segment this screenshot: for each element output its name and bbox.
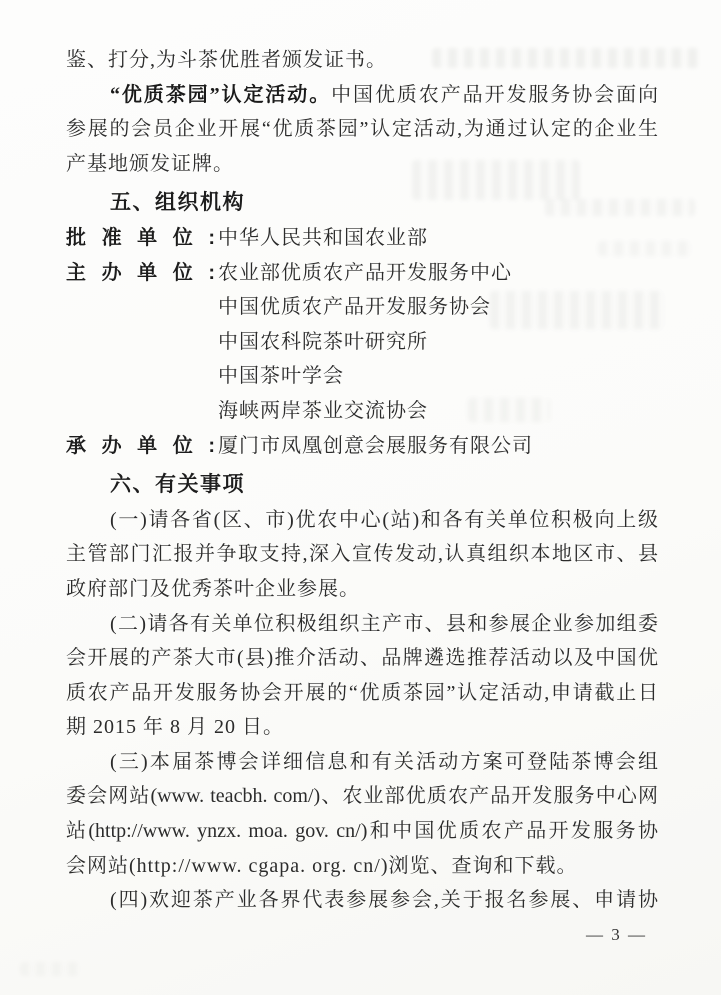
section-heading-organization: 五、组织机构 [110, 191, 245, 215]
organizer-label: 承办单位: [66, 434, 216, 457]
page-number: — 3 — [586, 925, 647, 944]
body-line: (一)请各省(区、市)优农中心(站)和各有关单位积极向上级 [110, 508, 658, 531]
host-value-line: 中国优质农产品开发服务协会 [218, 296, 491, 319]
bleed-through-artifact [20, 962, 80, 976]
body-line: 参展的会员企业开展“优质茶园”认定活动,为通过认定的企业生 [66, 118, 658, 141]
organizer-value: 厦门市凤凰创意会展服务有限公司 [218, 434, 533, 457]
website-line: 委会网站(www. teacbh. com/)、农业部优质农产品开发服务中心网 [66, 785, 658, 808]
body-line [66, 78, 658, 113]
deadline-line: 期 2015 年 8 月 20 日。 [66, 716, 284, 739]
body-line: 产基地颁发证牌。 [66, 152, 234, 175]
host-value-line: 中国农科院茶叶研究所 [218, 330, 428, 353]
approver-label: 批准单位: [66, 226, 216, 249]
body-text: 中国优质农产品开发服务协会面向 [331, 83, 659, 106]
host-value-line: 中国茶叶学会 [218, 365, 344, 388]
section-heading-matters: 六、有关事项 [110, 473, 245, 497]
host-line [66, 256, 658, 291]
body-line: 鉴、打分,为斗茶优胜者颁发证书。 [66, 49, 387, 71]
activity-title-bold: “优质茶园”认定活动。 [110, 83, 332, 106]
body-line: 政府部门及优秀茶叶企业参展。 [66, 577, 360, 600]
approver-line [66, 221, 658, 256]
host-value: 农业部优质农产品开发服务中心 [218, 261, 512, 284]
body-line: (三)本届茶博会详细信息和有关活动方案可登陆茶博会组 [110, 750, 658, 773]
host-value-line: 海峡两岸茶业交流协会 [218, 399, 428, 422]
body-line: (二)请各有关单位积极组织主产市、县和参展企业参加组委 [110, 612, 658, 635]
host-label: 主办单位: [66, 261, 216, 284]
approver-value: 中华人民共和国农业部 [218, 226, 428, 249]
body-line: 主管部门汇报并争取支持,深入宣传发动,认真组织本地区市、县 [66, 543, 658, 566]
body-line: 会开展的产茶大市(县)推介活动、品牌遴选推荐活动以及中国优 [66, 647, 658, 670]
website-line: 站(http://www. ynzx. moa. gov. cn/)和中国优质农产品开发服务协 [66, 820, 658, 843]
website-line: 会网站(http://www. cgapa. org. cn/)浏览、查询和下载。 [66, 854, 578, 877]
organizer-line [66, 429, 658, 464]
body-line: 质农产品开发服务协会开展的“优质茶园”认定活动,申请截止日 [66, 681, 658, 704]
body-line: (四)欢迎茶产业各界代表参展参会,关于报名参展、申请协 [110, 889, 658, 912]
